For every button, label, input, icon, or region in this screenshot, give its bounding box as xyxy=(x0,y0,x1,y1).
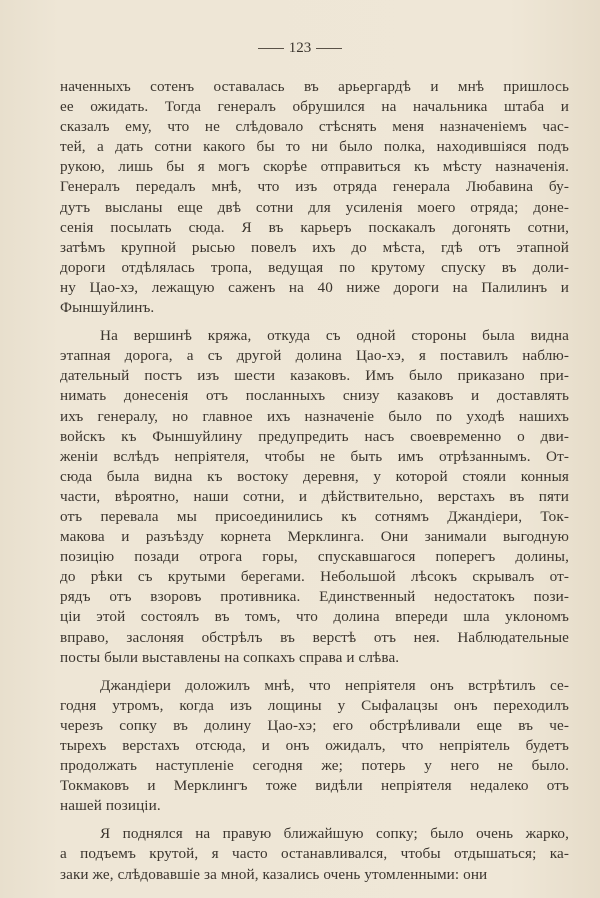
text-line: этапная дорога, а съ другой долина Цао-хэ, я поставилъ наблю- xyxy=(60,347,569,365)
text-line: Токмаковъ и Мерклингъ тоже видѣли непріятеля недалеко отъ xyxy=(60,777,569,795)
text-line: посты были выставлены на сопкахъ справа и слѣва. xyxy=(60,648,400,666)
text-line: дутъ высланы еще двѣ сотни для усиленія моего отряда; доне- xyxy=(60,198,569,216)
text-line: сенія посылать сюда. Я въ карьеръ поскакалъ догонять сотни, xyxy=(60,218,569,236)
text-line: дороги отдѣлялась тропа, ведущая по крутому спуску въ доли- xyxy=(60,258,569,276)
text-line: войскъ къ Фыншуйлину предупредить насъ своевременно о дви- xyxy=(60,427,569,445)
text-line: рукою, лишь бы я могъ скорѣе отправиться къ мѣсту назначенія. xyxy=(60,158,569,176)
text-line: нашей позиціи. xyxy=(60,797,161,815)
ornament-rule-right xyxy=(316,48,342,49)
page-number-header xyxy=(0,40,600,57)
body-text xyxy=(60,77,569,893)
text-line: ее ожидать. Тогда генералъ обрушился на начальника штаба и xyxy=(60,98,569,116)
text-line: а подъемъ крутой, я часто останавливался, чтобы отдышаться; ка- xyxy=(60,845,569,863)
paragraph xyxy=(60,326,569,668)
text-line: ціи этой состоялъ въ томъ, что долина впереди шла уклономъ xyxy=(60,608,569,626)
text-line: сказалъ ему, что не слѣдовало стѣснять меня назначеніемъ час- xyxy=(60,118,569,136)
text-line: позицію позади отрога горы, спускавшагося поперегъ долины, xyxy=(60,548,569,566)
text-line: Джандіери доложилъ мнѣ, что непріятеля онъ встрѣтилъ се- xyxy=(100,676,569,694)
text-line: отъ перевала мы присоединились къ сотнямъ Джандіери, Ток- xyxy=(60,507,569,525)
text-line: тырехъ верстахъ отсюда, и онъ ожидалъ, что непріятель будетъ xyxy=(60,737,569,754)
paragraph xyxy=(60,77,569,318)
page-number: 123 xyxy=(288,40,312,56)
text-line: макова и разъѣзду корнета Мерклинга. Они занимали выгодную xyxy=(60,528,569,546)
text-line: Генералъ передалъ мнѣ, что изъ отряда генерала Любавина бу- xyxy=(60,178,569,196)
text-line: части, вѣроятно, наши сотни, и дѣйствительно, верстахъ въ пяти xyxy=(60,487,569,505)
text-line: затѣмъ крупной рысью повелъ ихъ до мѣста, гдѣ отъ этапной xyxy=(60,238,569,256)
ornament-rule-left xyxy=(258,48,284,49)
text-line: На вершинѣ кряжа, откуда съ одной стороны была видна xyxy=(100,327,569,345)
text-line: черезъ сопку въ долину Цао-хэ; его обстрѣливали еще въ че- xyxy=(60,716,569,734)
paragraph xyxy=(60,824,569,884)
text-line: заки же, слѣдовавшіе за мной, казались очень утомленными: они xyxy=(60,865,488,883)
paragraph xyxy=(60,676,569,817)
text-line: годня утромъ, когда изъ лощины у Сыфалацзы онъ переходилъ xyxy=(60,696,569,714)
text-line: Я поднялся на правую ближайшую сопку; было очень жарко, xyxy=(100,825,569,843)
text-line: нимать донесенія отъ посланныхъ снизу казаковъ и доставлять xyxy=(60,387,569,405)
text-line: сюда была видна къ востоку деревня, у которой стояли конныя xyxy=(60,467,569,485)
text-line: до рѣки съ крутыми берегами. Небольшой лѣсокъ скрывалъ от- xyxy=(60,568,569,586)
text-line: вправо, заслоняя обстрѣлъ въ верстѣ отъ нея. Наблюдательные xyxy=(60,628,569,646)
text-line: ихъ генералу, но главное ихъ назначеніе было по уходѣ нашихъ xyxy=(60,407,569,425)
text-line: продолжать наступленіе сегодня же; потерь у него не было. xyxy=(60,757,569,775)
text-line: ну Цао-хэ, лежащую саженъ на 40 ниже дороги на Палилинъ и xyxy=(60,278,569,296)
text-line: тей, а дать сотни какого бы то ни было полка, находившіяся подъ xyxy=(60,138,569,156)
text-line: рядъ отъ взоровъ противника. Единственный недостатокъ пози- xyxy=(60,588,569,606)
text-line: Фыншуйлинъ. xyxy=(60,299,155,317)
text-line: дательный постъ изъ шести казаковъ. Имъ было приказано при- xyxy=(60,367,569,385)
text-line: женіи вслѣдъ непріятеля, чтобы не быть имъ отрѣзаннымъ. От- xyxy=(60,447,569,465)
text-line: наченныхъ сотенъ оставалась въ арьергардѣ и мнѣ пришлось xyxy=(60,78,569,95)
